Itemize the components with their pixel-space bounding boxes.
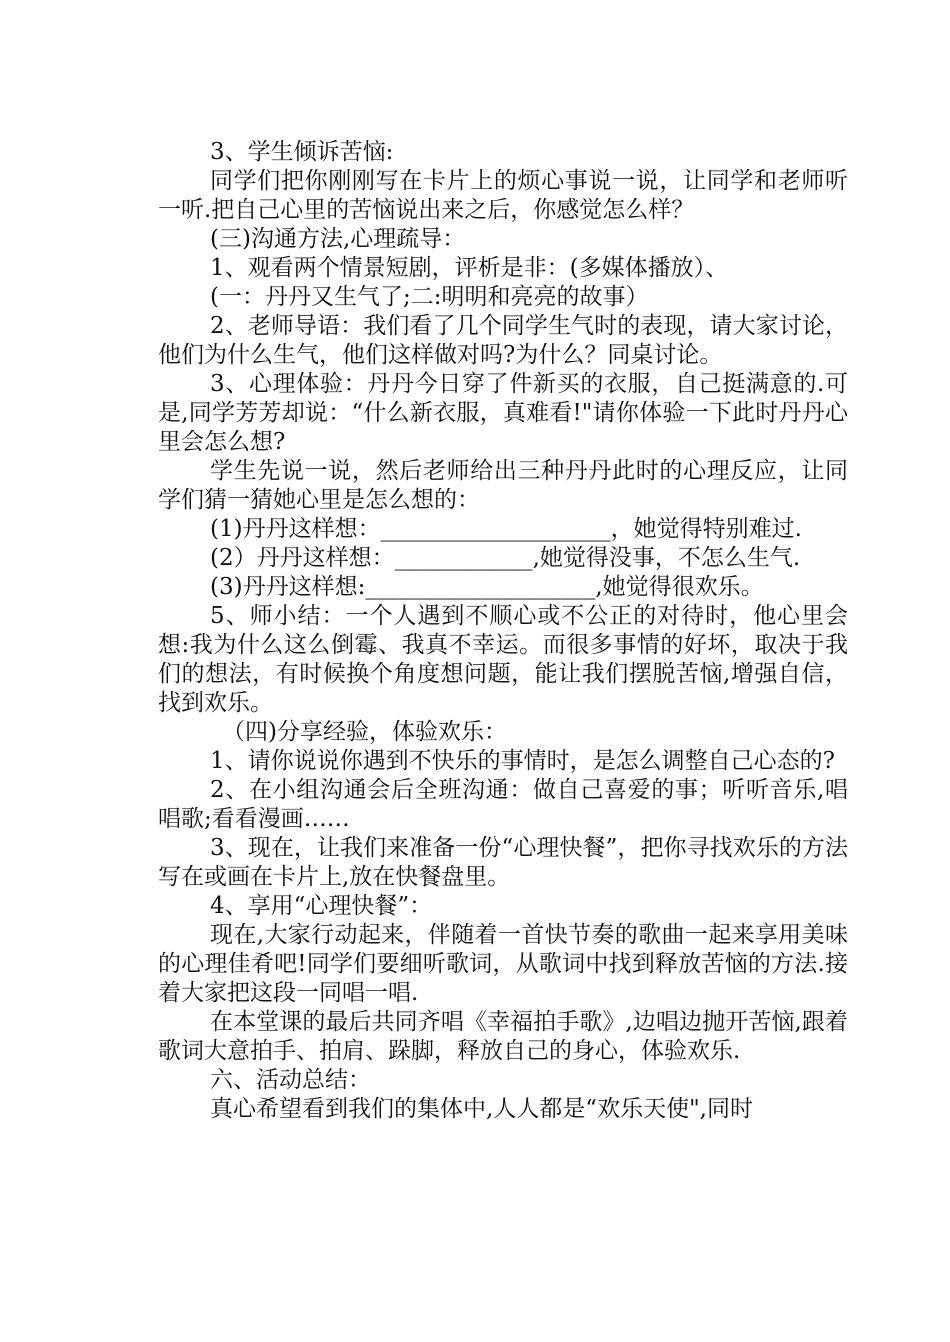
section-heading: 六、活动总结： xyxy=(210,1067,371,1093)
paragraph: 5、师小结：一个人遇到不顺心或不公正的对待时，他心里会想:我为什么这么倒霉、我真不幸运。而很多事情的好坏，取决于我们的想法，有时候换个角度想问题，能让我们摆脱苦恼,增强自信，找到欢乐。 xyxy=(158,603,848,716)
paragraph: 学生先说一说，然后老师给出三种丹丹此时的心理反应，让同学们猜一猜她心里是怎么想的： xyxy=(158,458,848,513)
paragraph: (三)沟通方法,心理疏导： xyxy=(210,226,466,252)
paragraph: 现在,大家行动起来，伴随着一首快节奏的歌曲一起来享用美味的心理佳肴吧!同学们要细听歌词，从歌词中找到释放苦恼的方法.接着大家把这段一同唱一唱. xyxy=(158,922,848,1006)
paragraph: 3、心理体验：丹丹今日穿了件新买的衣服，自己挺满意的.可是,同学芳芳却说：“什么新衣服，真难看!"请你体验一下此时丹丹心里会怎么想? xyxy=(158,371,848,455)
section-heading: （四)分享经验，体验欢乐： xyxy=(222,719,507,745)
paragraph: 3、现在，让我们来准备一份“心理快餐”，把你寻找欢乐的方法写在或画在卡片上,放在快餐盘里。 xyxy=(158,835,848,890)
paragraph: (一：丹丹又生气了;二:明明和亮亮的故事） xyxy=(210,284,649,310)
paragraph: 3、学生倾诉苦恼: xyxy=(210,139,394,165)
paragraph: 同学们把你刚刚写在卡片上的烦心事说一说，让同学和老师听一听.把自己心里的苦恼说出来之后，你感觉怎么样？ xyxy=(158,168,848,223)
paragraph: 在本堂课的最后共同齐唱《幸福拍手歌》,边唱边抛开苦恼,跟着歌词大意拍手、拍肩、跺脚，释放自己的身心，体验欢乐. xyxy=(158,1009,848,1064)
paragraph: 2、在小组沟通会后全班沟通：做自己喜爱的事；听听音乐,唱唱歌;看看漫画…… xyxy=(158,777,848,832)
paragraph: 4、享用“心理快餐”： xyxy=(210,893,433,919)
document-body xyxy=(158,138,848,1124)
paragraph: 1、观看两个情景短剧，评析是非：(多媒体播放）、 xyxy=(210,255,729,281)
paragraph: 真心希望看到我们的集体中,人人都是“欢乐天使",同时 xyxy=(210,1096,753,1122)
paragraph: 1、请你说说你遇到不快乐的事情时，是怎么调整自己心态的? xyxy=(210,748,835,774)
paragraph: (2）丹丹这样想：____________,她觉得没事，不怎么生气. xyxy=(210,545,801,571)
paragraph: (1)丹丹这样想：____________________，她觉得特别难过. xyxy=(210,516,802,542)
paragraph: 2、老师导语：我们看了几个同学生气时的表现，请大家讨论，他们为什么生气，他们这样做对吗?为什么？同桌讨论。 xyxy=(158,313,848,368)
paragraph: (3)丹丹这样想:____________________,她觉得很欢乐。 xyxy=(210,574,764,600)
